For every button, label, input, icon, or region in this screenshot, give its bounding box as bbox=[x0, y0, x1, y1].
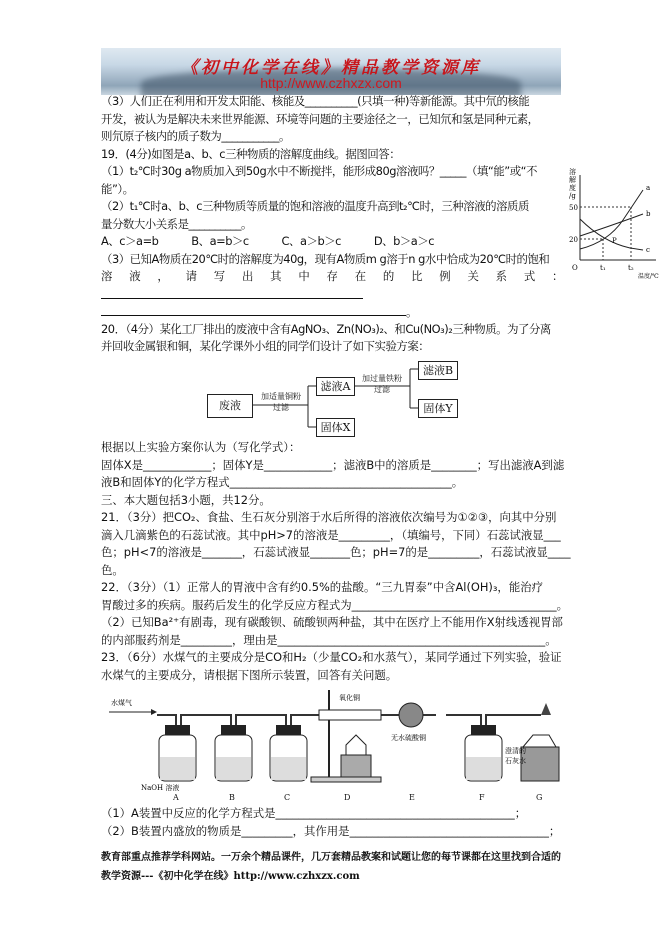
y-label: 解 bbox=[569, 176, 576, 184]
char: 液 bbox=[129, 269, 141, 283]
char: 写 bbox=[213, 269, 225, 283]
char: 溶 bbox=[101, 269, 112, 283]
separation-flowchart bbox=[200, 355, 470, 434]
char: 存 bbox=[326, 269, 338, 283]
copper-oxide-label: 氧化铜 bbox=[339, 694, 360, 702]
site-banner bbox=[101, 48, 561, 95]
label-b: B bbox=[229, 793, 235, 802]
x-tick: t₂ bbox=[628, 264, 634, 272]
naoh-label: NaOH 溶液 bbox=[141, 784, 180, 792]
step2-reagent: 加过量铁粉 bbox=[362, 374, 402, 383]
solid-y-box: 固体Y bbox=[418, 399, 458, 418]
limewater-label: 石灰水 bbox=[505, 757, 526, 765]
text-line: （3）已知A物质在20℃时的溶解度为40g，现有A物质m g溶于n g水中恰成为20℃时的饱和 bbox=[101, 251, 550, 266]
text-line: 滴入几滴紫色的石蕊试液。其中pH>7的溶液是_________，（填编号，下同）石蕊试液显___ bbox=[101, 527, 561, 542]
text-line: 的内部服药剂是_________，理由是_______________________________________________。 bbox=[101, 632, 557, 647]
text-line: 并回收金属银和铜，某化学课外小组的同学们设计了如下实验方案： bbox=[101, 339, 430, 353]
period: 。 bbox=[406, 305, 417, 319]
char: 其 bbox=[270, 269, 282, 283]
text-line: 色。 bbox=[101, 562, 124, 577]
filtrate-b-box: 滤液B bbox=[418, 361, 458, 380]
solid-x-box: 固体X bbox=[316, 418, 355, 437]
footer-line: 教育部重点推荐学科网站。一万余个精品课件，几万套精品教案和试题让您的每节课都在这里找到合适的 bbox=[101, 852, 561, 863]
text-line: 胃酸过多的疾病。服药后发生的化学反应方程式为____________________________________。 bbox=[101, 597, 569, 612]
text-line: （2）t₁℃时a、b、c三种物质等质量的饱和溶液的温度升高到t₂℃时，三种溶液的溶质质 bbox=[101, 199, 529, 213]
text-line: （3）人们正在利用和开发太阳能、核能及__________(只填一种)等新能源。其中氘的核能 bbox=[101, 94, 530, 108]
justified-line bbox=[101, 268, 563, 286]
char: 关 bbox=[467, 269, 479, 283]
arrow-head bbox=[151, 709, 157, 715]
curve-c bbox=[580, 219, 643, 250]
text-line: 22．（3分）（1）正常人的胃液中含有约0.5%的盐酸。“三九胃泰”中含Al(OH)₃，能治疗 bbox=[101, 580, 543, 594]
label-e: E bbox=[409, 793, 415, 802]
bottle-c bbox=[270, 725, 307, 781]
label-c: C bbox=[284, 793, 291, 802]
text-line: 则氘原子核内的质子数为___________。 bbox=[101, 129, 290, 143]
banner-title: 《初中化学在线》精品教学资源库 bbox=[181, 58, 481, 78]
char: 中 bbox=[298, 269, 310, 283]
section-heading: 三、本大题包括3小题，共12分。 bbox=[101, 492, 271, 507]
y-tick: 20 bbox=[569, 236, 578, 244]
label-g: G bbox=[536, 793, 543, 802]
origin-label: O bbox=[572, 264, 578, 272]
char: 请 bbox=[185, 269, 197, 283]
char: 系 bbox=[495, 269, 507, 283]
text-line: （1）t₂℃时30g a物质加入到50g水中不断搅拌，能形成80g溶液吗？_____（填“能”或“不 bbox=[101, 164, 538, 178]
apparatus-labels bbox=[101, 793, 566, 803]
step2-filter: 过滤 bbox=[374, 385, 390, 394]
y-label: /g bbox=[569, 192, 576, 200]
waste-liquid-box: 废液 bbox=[207, 394, 253, 418]
text-line: 液B和固体Y的化学方程式_______________________________________。 bbox=[101, 475, 464, 489]
char: ， bbox=[157, 269, 169, 283]
text-line: 色；pH<7的溶液是_______，石蕊试液显_______色；pH=7的是_________，石蕊试液显____ bbox=[101, 545, 571, 559]
question-block-1 bbox=[101, 93, 563, 356]
question-block-2 bbox=[101, 439, 571, 684]
step2-label bbox=[356, 373, 408, 395]
label-a: A bbox=[173, 793, 179, 802]
solubility-curve-figure bbox=[568, 150, 661, 280]
x-tick: t₁ bbox=[600, 264, 606, 272]
intersection-label: P bbox=[612, 237, 617, 245]
char: ： bbox=[552, 269, 563, 283]
answer-options: A、c＞a=b B、a=b＞c C、a＞b＞c D、b＞a＞c bbox=[101, 234, 435, 248]
char: 比 bbox=[411, 269, 423, 283]
y-label: 度 bbox=[569, 184, 576, 192]
drying-tube-e bbox=[399, 703, 423, 727]
y-tick: 50 bbox=[569, 204, 578, 212]
text-line: 根据以上实验方案你认为（写化学式）： bbox=[101, 440, 301, 454]
step1-label bbox=[255, 391, 307, 413]
series-label-a: a bbox=[646, 184, 651, 192]
step1-filter: 过滤 bbox=[273, 403, 289, 412]
limewater-label: 澄清的 bbox=[505, 747, 526, 755]
series-label-b: b bbox=[646, 210, 651, 218]
text-line: （2）已知Ba²⁺有剧毒，现有碳酸钡、硫酸钡两种盐，其中在医疗上不能用作X射线透视胃部 bbox=[101, 615, 563, 629]
label-f: F bbox=[479, 793, 485, 802]
char: 在 bbox=[354, 269, 366, 283]
text-line: 20．（4分）某化工厂排出的废液中含有AgNO₃、Zn(NO₃)₂、和Cu(NO₃)₂三种物质。为了分离 bbox=[101, 321, 551, 336]
footer bbox=[101, 848, 571, 886]
series-label-c: c bbox=[646, 246, 650, 254]
footer-line[interactable]: 教学资源---《初中化学在线》http://www.czhxzx.com bbox=[101, 871, 360, 882]
text-line: 19．(4分)如图是a、b、c三种物质的溶解度曲线。据图回答： bbox=[101, 146, 401, 161]
text-line: 能”）。 bbox=[101, 181, 134, 196]
apparatus-figure bbox=[101, 685, 566, 793]
text-line: 固体X是____________；固体Y是____________；滤液B中的溶质是________；写出滤液A到滤 bbox=[101, 457, 565, 472]
bottle-f bbox=[465, 725, 502, 781]
text-line: 21．（3分）把CO₂、食盐、生石灰分别溶于水后所得的溶液依次编号为①②③，向其中分别 bbox=[101, 510, 557, 524]
filtrate-a-box: 滤液A bbox=[316, 377, 355, 396]
text-line: （2）B装置内盛放的物质是_________，其作用是___________________________________； bbox=[101, 823, 561, 838]
char: 例 bbox=[439, 269, 451, 283]
banner-url[interactable]: http://www.czhxzx.com bbox=[260, 75, 402, 91]
char: 式 bbox=[523, 269, 535, 283]
text-line: 开发，被认为是解决未来世界能源、环境等问题的主要途径之一，已知氘和氢是同种元素， bbox=[101, 111, 539, 126]
heating-tube-d bbox=[311, 690, 381, 782]
label-d: D bbox=[344, 793, 351, 802]
char: 的 bbox=[382, 269, 394, 283]
bottle-b bbox=[215, 725, 252, 781]
question-block-3 bbox=[101, 805, 563, 840]
answer-blank-line[interactable] bbox=[101, 303, 563, 321]
text-line: 量分数大小关系是__________。 bbox=[101, 216, 252, 231]
answer-blank-line[interactable] bbox=[101, 286, 563, 304]
char: 出 bbox=[241, 269, 253, 283]
text-line: 23．（6分）水煤气的主要成分是CO和H₂（少量CO₂和水蒸气），某同学通过下列实验，验证 bbox=[101, 650, 562, 664]
y-label: 溶 bbox=[569, 168, 576, 176]
x-label: 温度/℃ bbox=[638, 273, 659, 280]
cuso4-label: 无水硫酸铜 bbox=[391, 734, 426, 742]
step1-reagent: 加适量铜粉 bbox=[261, 392, 301, 401]
text-line: （1）A装置中反应的化学方程式是__________________________________________； bbox=[101, 806, 527, 820]
bottle-a bbox=[159, 725, 196, 781]
inlet-label: 水煤气 bbox=[111, 699, 132, 707]
text-line: 水煤气的主要成分，请根据下图所示装置，回答有关问题。 bbox=[101, 667, 398, 682]
